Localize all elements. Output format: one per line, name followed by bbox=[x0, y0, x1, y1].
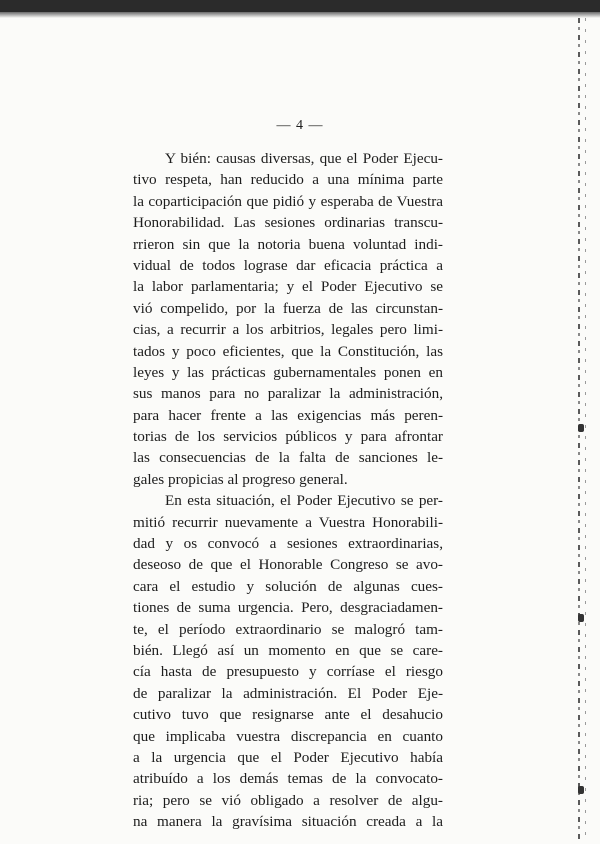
text-line: na manera la gravísima situación creada a la bbox=[133, 813, 443, 831]
text-line: cara el estudio y solución de algunas cues- bbox=[133, 577, 443, 595]
text-line: deseoso de que el Honorable Congreso se avo- bbox=[133, 556, 443, 574]
text-line: para hacer frente a las exigencias más peren- bbox=[133, 406, 443, 424]
text-line: cutivo tuvo que resignarse ante el desahucio bbox=[133, 706, 443, 724]
text-line: a la urgencia que el Poder Ejecutivo había bbox=[133, 748, 443, 766]
text-line: rrieron sin que la notoria buena voluntad indi- bbox=[133, 235, 443, 253]
text-line: gales propicias al progreso general. bbox=[133, 470, 348, 488]
text-line: tiones de suma urgencia. Pero, desgraciadamen- bbox=[133, 599, 443, 617]
scan-edge-mark bbox=[578, 614, 584, 622]
scan-edge-mark bbox=[578, 786, 584, 794]
text-line: tados y poco eficientes, que la Constitución, las bbox=[133, 342, 443, 360]
text-line: mitió recurrir nuevamente a Vuestra Honorabili- bbox=[133, 513, 443, 531]
scan-right-edge-inner bbox=[585, 18, 586, 840]
scan-edge-mark bbox=[578, 424, 584, 432]
text-line: tivo respeta, han reducido a una mínima parte bbox=[133, 171, 443, 189]
text-line: la coparticipación que pidió y esperaba de Vuestra bbox=[133, 192, 443, 210]
scan-top-edge bbox=[0, 0, 600, 12]
page-number: — 4 — bbox=[276, 118, 324, 133]
text-line: Honorabilidad. Las sesiones ordinarias transcu- bbox=[133, 214, 443, 232]
text-line: bién. Llegó así un momento en que se care- bbox=[133, 641, 443, 659]
text-line: ria; pero se vió obligado a resolver de algu- bbox=[133, 791, 443, 809]
text-line: torias de los servicios públicos y para afrontar bbox=[133, 428, 443, 446]
text-line: atribuído a los demás temas de la convocato- bbox=[133, 770, 443, 788]
text-line: que implicaba vuestra discrepancia en cuanto bbox=[133, 727, 443, 745]
text-line: vidual de todos lograse dar eficacia práctica a bbox=[133, 256, 443, 274]
text-line: cía hasta de presupuesto y corríase el riesgo bbox=[133, 663, 443, 681]
text-line: de paralizar la administración. El Poder Eje- bbox=[133, 684, 443, 702]
text-line: las consecuencias de la falta de sanciones le- bbox=[133, 449, 443, 467]
text-line: Y bién: causas diversas, que el Poder Ejecu- bbox=[165, 150, 443, 167]
text-line: dad y os convocó a sesiones extraordinarias, bbox=[133, 535, 443, 553]
text-line: En esta situación, el Poder Ejecutivo se per- bbox=[165, 492, 443, 510]
text-line: cias, a recurrir a los arbitrios, legales pero limi- bbox=[133, 321, 443, 339]
text-line: vió compelido, por la fuerza de las circunstan- bbox=[133, 299, 443, 317]
text-line: sus manos para no paralizar la administración, bbox=[133, 385, 443, 403]
body-text bbox=[133, 148, 443, 833]
text-line: te, el período extraordinario se malogró tam- bbox=[133, 620, 443, 638]
text-line: la labor parlamentaria; y el Poder Ejecutivo se bbox=[133, 278, 443, 296]
text-line: leyes y las prácticas gubernamentales ponen en bbox=[133, 363, 443, 381]
scan-top-shadow bbox=[0, 12, 600, 18]
